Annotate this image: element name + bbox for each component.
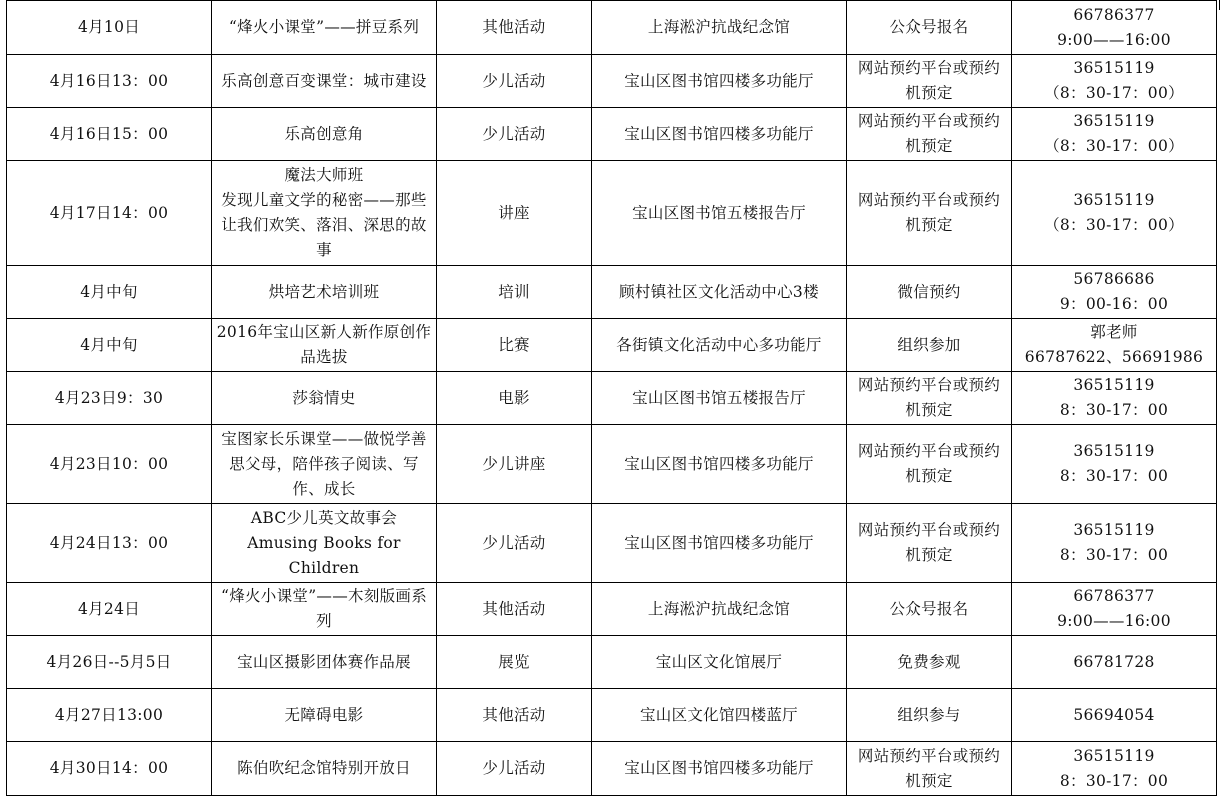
cell-event-type: 电影 xyxy=(437,372,592,425)
cell-event-type: 其他活动 xyxy=(437,1,592,55)
cell-event-type: 少儿讲座 xyxy=(437,425,592,504)
cell-signup-method: 网站预约平台或预约机预定 xyxy=(847,372,1012,425)
cell-venue: 上海淞沪抗战纪念馆 xyxy=(592,583,847,636)
events-table-body xyxy=(7,1,1217,796)
cell-event-name: 莎翁情史 xyxy=(212,372,437,425)
table-row xyxy=(7,1,1217,55)
cell-date: 4月26日--5月5日 xyxy=(7,636,212,689)
table-row xyxy=(7,161,1217,266)
cell-contact: 郭老师 66787622、56691986 xyxy=(1012,319,1217,372)
cell-event-type: 展览 xyxy=(437,636,592,689)
events-table-container xyxy=(6,0,1217,796)
cell-signup-method: 微信预约 xyxy=(847,266,1012,319)
cell-venue: 宝山区图书馆四楼多功能厅 xyxy=(592,742,847,796)
cell-event-type: 少儿活动 xyxy=(437,504,592,583)
cell-event-name: 魔法大师班 发现儿童文学的秘密——那些让我们欢笑、落泪、深思的故事 xyxy=(212,161,437,266)
table-row xyxy=(7,583,1217,636)
cell-date: 4月中旬 xyxy=(7,266,212,319)
cell-venue: 各街镇文化活动中心多功能厅 xyxy=(592,319,847,372)
cell-date: 4月23日9：30 xyxy=(7,372,212,425)
cell-signup-method: 组织参与 xyxy=(847,689,1012,742)
cell-signup-method: 组织参加 xyxy=(847,319,1012,372)
cell-date: 4月24日13：00 xyxy=(7,504,212,583)
cell-event-name: “烽火小课堂”——拼豆系列 xyxy=(212,1,437,55)
cell-event-type: 比赛 xyxy=(437,319,592,372)
table-row xyxy=(7,742,1217,796)
cell-contact: 56786686 9：00-16：00 xyxy=(1012,266,1217,319)
cell-signup-method: 网站预约平台或预约机预定 xyxy=(847,425,1012,504)
cell-venue: 宝山区图书馆四楼多功能厅 xyxy=(592,108,847,161)
cell-date: 4月17日14：00 xyxy=(7,161,212,266)
cell-date: 4月16日15：00 xyxy=(7,108,212,161)
table-row xyxy=(7,319,1217,372)
cell-event-name: “烽火小课堂”——木刻版画系列 xyxy=(212,583,437,636)
cell-contact: 36515119 （8：30-17：00） xyxy=(1012,108,1217,161)
cell-contact: 66786377 9:00——16:00 xyxy=(1012,583,1217,636)
cell-event-type: 其他活动 xyxy=(437,583,592,636)
cell-event-name: 宝图家长乐课堂——做悦学善思父母，陪伴孩子阅读、写作、成长 xyxy=(212,425,437,504)
cell-signup-method: 网站预约平台或预约机预定 xyxy=(847,742,1012,796)
cell-date: 4月10日 xyxy=(7,1,212,55)
cell-contact: 66781728 xyxy=(1012,636,1217,689)
table-row xyxy=(7,425,1217,504)
cell-event-name: 乐高创意百变课堂：城市建设 xyxy=(212,55,437,108)
cell-venue: 宝山区文化馆四楼蓝厅 xyxy=(592,689,847,742)
table-row xyxy=(7,636,1217,689)
events-table xyxy=(6,0,1217,796)
cell-contact: 36515119 8：30-17：00 xyxy=(1012,372,1217,425)
table-row xyxy=(7,55,1217,108)
cell-event-type: 少儿活动 xyxy=(437,55,592,108)
cell-contact: 36515119 8：30-17：00 xyxy=(1012,504,1217,583)
cell-event-name: 无障碍电影 xyxy=(212,689,437,742)
cell-event-name: 乐高创意角 xyxy=(212,108,437,161)
cell-contact: 36515119 （8：30-17：00） xyxy=(1012,161,1217,266)
cell-date: 4月27日13:00 xyxy=(7,689,212,742)
cell-signup-method: 免费参观 xyxy=(847,636,1012,689)
cell-date: 4月中旬 xyxy=(7,319,212,372)
cell-event-type: 少儿活动 xyxy=(437,742,592,796)
cell-venue: 宝山区图书馆五楼报告厅 xyxy=(592,161,847,266)
cell-date: 4月23日10：00 xyxy=(7,425,212,504)
table-row xyxy=(7,266,1217,319)
cell-event-name: ABC少儿英文故事会 Amusing Books for Children xyxy=(212,504,437,583)
cell-signup-method: 公众号报名 xyxy=(847,1,1012,55)
cell-venue: 宝山区图书馆四楼多功能厅 xyxy=(592,504,847,583)
page-edge-mark xyxy=(1219,0,1220,10)
cell-venue: 顾村镇社区文化活动中心3楼 xyxy=(592,266,847,319)
cell-date: 4月30日14：00 xyxy=(7,742,212,796)
cell-event-name: 宝山区摄影团体赛作品展 xyxy=(212,636,437,689)
table-row xyxy=(7,504,1217,583)
cell-event-name: 陈伯吹纪念馆特别开放日 xyxy=(212,742,437,796)
cell-venue: 上海淞沪抗战纪念馆 xyxy=(592,1,847,55)
table-row xyxy=(7,689,1217,742)
cell-signup-method: 网站预约平台或预约机预定 xyxy=(847,161,1012,266)
cell-signup-method: 公众号报名 xyxy=(847,583,1012,636)
cell-signup-method: 网站预约平台或预约机预定 xyxy=(847,108,1012,161)
cell-contact: 36515119 （8：30-17：00） xyxy=(1012,55,1217,108)
table-row xyxy=(7,108,1217,161)
cell-event-type: 讲座 xyxy=(437,161,592,266)
cell-signup-method: 网站预约平台或预约机预定 xyxy=(847,55,1012,108)
cell-signup-method: 网站预约平台或预约机预定 xyxy=(847,504,1012,583)
cell-venue: 宝山区图书馆四楼多功能厅 xyxy=(592,425,847,504)
cell-contact: 36515119 8：30-17：00 xyxy=(1012,425,1217,504)
cell-event-name: 2016年宝山区新人新作原创作品选拔 xyxy=(212,319,437,372)
cell-event-type: 培训 xyxy=(437,266,592,319)
cell-contact: 56694054 xyxy=(1012,689,1217,742)
cell-date: 4月24日 xyxy=(7,583,212,636)
cell-date: 4月16日13：00 xyxy=(7,55,212,108)
cell-venue: 宝山区文化馆展厅 xyxy=(592,636,847,689)
cell-venue: 宝山区图书馆五楼报告厅 xyxy=(592,372,847,425)
cell-event-type: 少儿活动 xyxy=(437,108,592,161)
cell-event-name: 烘培艺术培训班 xyxy=(212,266,437,319)
cell-contact: 36515119 8：30-17：00 xyxy=(1012,742,1217,796)
cell-venue: 宝山区图书馆四楼多功能厅 xyxy=(592,55,847,108)
table-row xyxy=(7,372,1217,425)
cell-contact: 66786377 9:00——16:00 xyxy=(1012,1,1217,55)
cell-event-type: 其他活动 xyxy=(437,689,592,742)
